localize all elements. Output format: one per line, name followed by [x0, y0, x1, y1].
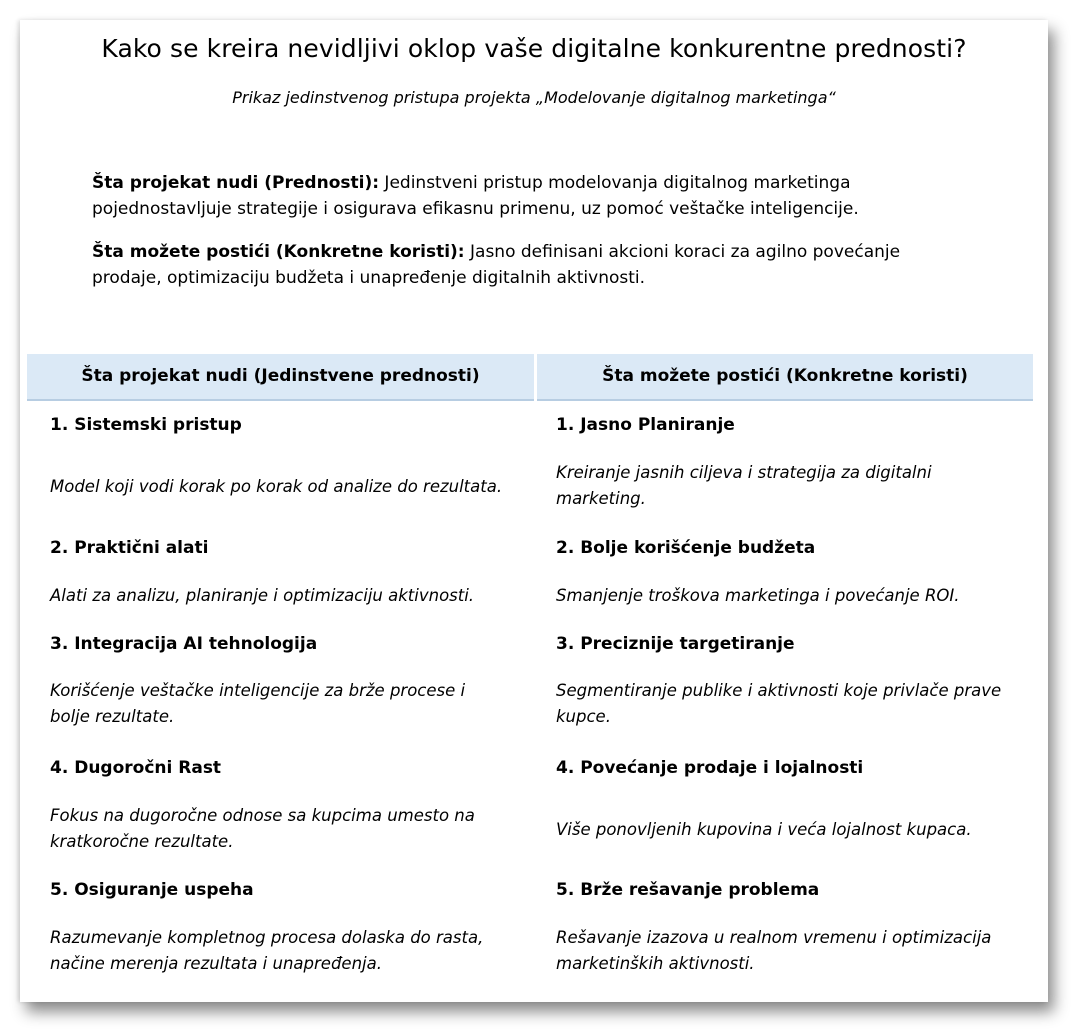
right-item-heading: 1. Jasno Planiranje [556, 415, 735, 435]
right-item-heading: 3. Preciznije targetiranje [556, 634, 795, 654]
left-item-heading: 2. Praktični alati [50, 538, 209, 558]
left-item-description: Model koji vodi korak po korak od analize do rezultata. [50, 477, 503, 496]
right-item-description: Segmentiranje publike i aktivnosti koje privlače prave kupce. [556, 681, 1002, 726]
intro-text-benefits: Jedinstveni pristup modelovanja digitalnog marketinga pojednostavljuje strategije i osigurava efikasnu primenu, uz pomoć veštačke inteligencije. [92, 173, 859, 219]
table-header-right-label: Šta možete postići (Konkretne koristi) [602, 366, 968, 386]
left-item-description: Korišćenje veštačke inteligencije za brže procese i bolje rezultate. [50, 681, 466, 726]
right-item-description: Rešavanje izazova u realnom vremenu i optimizacija marketinških aktivnosti. [556, 928, 992, 973]
left-item-description: Fokus na dugoročne odnose sa kupcima umesto na kratkoročne rezultate. [50, 806, 475, 851]
left-item-description: Razumevanje kompletnog procesa dolaska do rasta, načine merenja rezultata i unapređenja. [50, 928, 484, 973]
page-subtitle: Prikaz jedinstvenog pristupa projekta „Modelovanje digitalnog marketinga“ [232, 88, 836, 107]
right-item-heading: 4. Povećanje prodaje i lojalnosti [556, 758, 864, 778]
table-header-right [537, 354, 1033, 401]
left-item-heading: 1. Sistemski pristup [50, 415, 242, 435]
left-item-heading: 5. Osiguranje uspeha [50, 880, 254, 900]
right-item-description: Više ponovljenih kupovina i veća lojalnost kupaca. [556, 820, 972, 839]
table-header-left [27, 354, 534, 401]
left-item-heading: 4. Dugoročni Rast [50, 758, 222, 778]
right-item-heading: 5. Brže rešavanje problema [556, 880, 820, 900]
intro-label-benefits: Šta projekat nudi (Prednosti): [92, 173, 380, 193]
right-item-heading: 2. Bolje korišćenje budžeta [556, 538, 816, 558]
document-card [20, 20, 1048, 1002]
right-item-description: Smanjenje troškova marketinga i povećanje ROI. [556, 586, 960, 605]
table-header-left-label: Šta projekat nudi (Jedinstvene prednosti) [81, 366, 480, 386]
intro-text-outcomes: Jasno definisani akcioni koraci za agilno povećanje prodaje, optimizaciju budžeta i unapređenje digitalnih aktivnosti. [92, 242, 901, 288]
left-item-heading: 3. Integracija AI tehnologija [50, 634, 318, 654]
right-item-description: Kreiranje jasnih ciljeva i strategija za digitalni marketing. [556, 463, 932, 508]
intro-paragraph-outcomes [92, 239, 972, 291]
intro-label-outcomes: Šta možete postići (Konkretne koristi): [92, 242, 465, 262]
page-title: Kako se kreira nevidljivi oklop vaše digitalne konkurentne prednosti? [101, 34, 967, 63]
left-item-description: Alati za analizu, planiranje i optimizaciju aktivnosti. [50, 586, 475, 605]
intro-paragraph-benefits [92, 170, 972, 222]
